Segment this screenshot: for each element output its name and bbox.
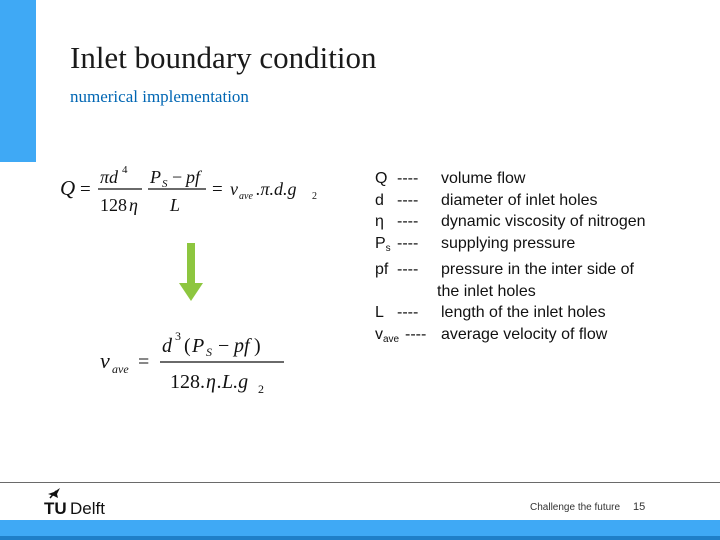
svg-text:): ) <box>254 335 261 357</box>
svg-text:3: 3 <box>175 329 181 343</box>
svg-text:η: η <box>206 371 216 393</box>
svg-text:2: 2 <box>312 191 317 202</box>
svg-text:Q: Q <box>60 176 76 200</box>
svg-text:=: = <box>138 351 150 373</box>
definition-text: diameter of inlet holes <box>441 191 598 209</box>
definition-row-d <box>375 190 646 212</box>
definition-text: supplying pressure <box>441 234 576 252</box>
svg-text:P: P <box>150 167 161 187</box>
definition-separator: ---- <box>405 325 427 343</box>
svg-text:πd: πd <box>100 167 119 187</box>
svg-text:η: η <box>129 195 138 215</box>
svg-text:128.: 128. <box>170 371 205 393</box>
svg-text:128: 128 <box>100 195 127 215</box>
svg-text:ave: ave <box>239 191 253 202</box>
definition-symbol: d <box>375 191 384 209</box>
definition-symbol: pf <box>375 261 389 278</box>
definition-row-l <box>375 302 646 324</box>
svg-text:pf: pf <box>186 167 201 187</box>
definition-row-pf <box>375 259 646 281</box>
footer-tagline: Challenge the future <box>530 502 621 513</box>
svg-text:=: = <box>80 179 91 200</box>
definition-separator: ---- <box>397 234 419 252</box>
svg-text:.π.d.g: .π.d.g <box>256 179 297 199</box>
variable-definitions <box>375 168 646 350</box>
definition-symbol-main: v <box>375 325 383 343</box>
definition-separator: ---- <box>397 304 419 321</box>
svg-text:pf: pf <box>234 335 250 357</box>
definition-separator: ---- <box>397 170 419 187</box>
page-number: 15 <box>633 501 646 513</box>
svg-text:−: − <box>218 335 230 357</box>
logo-tu-text: TU <box>44 499 67 518</box>
logo-delft-text: Delft <box>70 499 105 518</box>
flow-rate-equation <box>58 157 330 217</box>
slide-title: Inlet boundary condition <box>70 40 377 75</box>
definition-text: pressure in the inter side of <box>441 261 634 278</box>
definition-text: average velocity of flow <box>441 325 608 343</box>
svg-text:(: ( <box>184 335 191 357</box>
svg-text:ave: ave <box>112 362 129 376</box>
definition-separator: ---- <box>397 213 419 230</box>
svg-text:d: d <box>162 335 172 357</box>
definition-separator: ---- <box>397 261 419 278</box>
svg-text:−: − <box>172 167 183 187</box>
definition-symbol: Q <box>375 170 388 187</box>
accent-bar <box>0 0 36 162</box>
definition-symbol-main: P <box>375 234 386 252</box>
velocity-equation <box>100 318 290 398</box>
definition-continuation: the inlet holes <box>437 282 536 300</box>
definition-text: volume flow <box>441 170 526 187</box>
definition-symbol <box>375 324 405 351</box>
definition-symbol <box>375 233 397 260</box>
svg-text:2: 2 <box>258 382 264 396</box>
svg-text:L: L <box>170 195 181 215</box>
svg-text:=: = <box>212 179 223 200</box>
definition-symbol-sub: ave <box>383 333 400 345</box>
definition-row-ps <box>375 233 646 260</box>
svg-text:v: v <box>230 179 238 199</box>
definition-text: length of the inlet holes <box>441 304 606 321</box>
svg-text:P: P <box>192 335 205 357</box>
tudelft-logo <box>44 488 124 518</box>
svg-text:.L.g: .L.g <box>217 371 249 393</box>
definition-row-q <box>375 168 646 190</box>
definition-separator: ---- <box>397 191 419 209</box>
definition-symbol: L <box>375 304 384 321</box>
svg-text:4: 4 <box>122 164 128 176</box>
svg-text:S: S <box>206 345 212 359</box>
definition-row-eta <box>375 211 646 233</box>
slide-subtitle: numerical implementation <box>70 87 249 106</box>
definition-symbol: η <box>375 213 384 230</box>
definition-text: dynamic viscosity of nitrogen <box>441 213 646 230</box>
down-arrow-icon <box>176 243 206 303</box>
svg-text:v: v <box>100 348 110 373</box>
definition-row-vave <box>375 324 646 351</box>
definition-symbol-sub: s <box>385 242 391 254</box>
footer-divider <box>0 482 720 483</box>
footer-accent-stripe <box>0 536 720 540</box>
svg-text:S: S <box>162 178 168 190</box>
